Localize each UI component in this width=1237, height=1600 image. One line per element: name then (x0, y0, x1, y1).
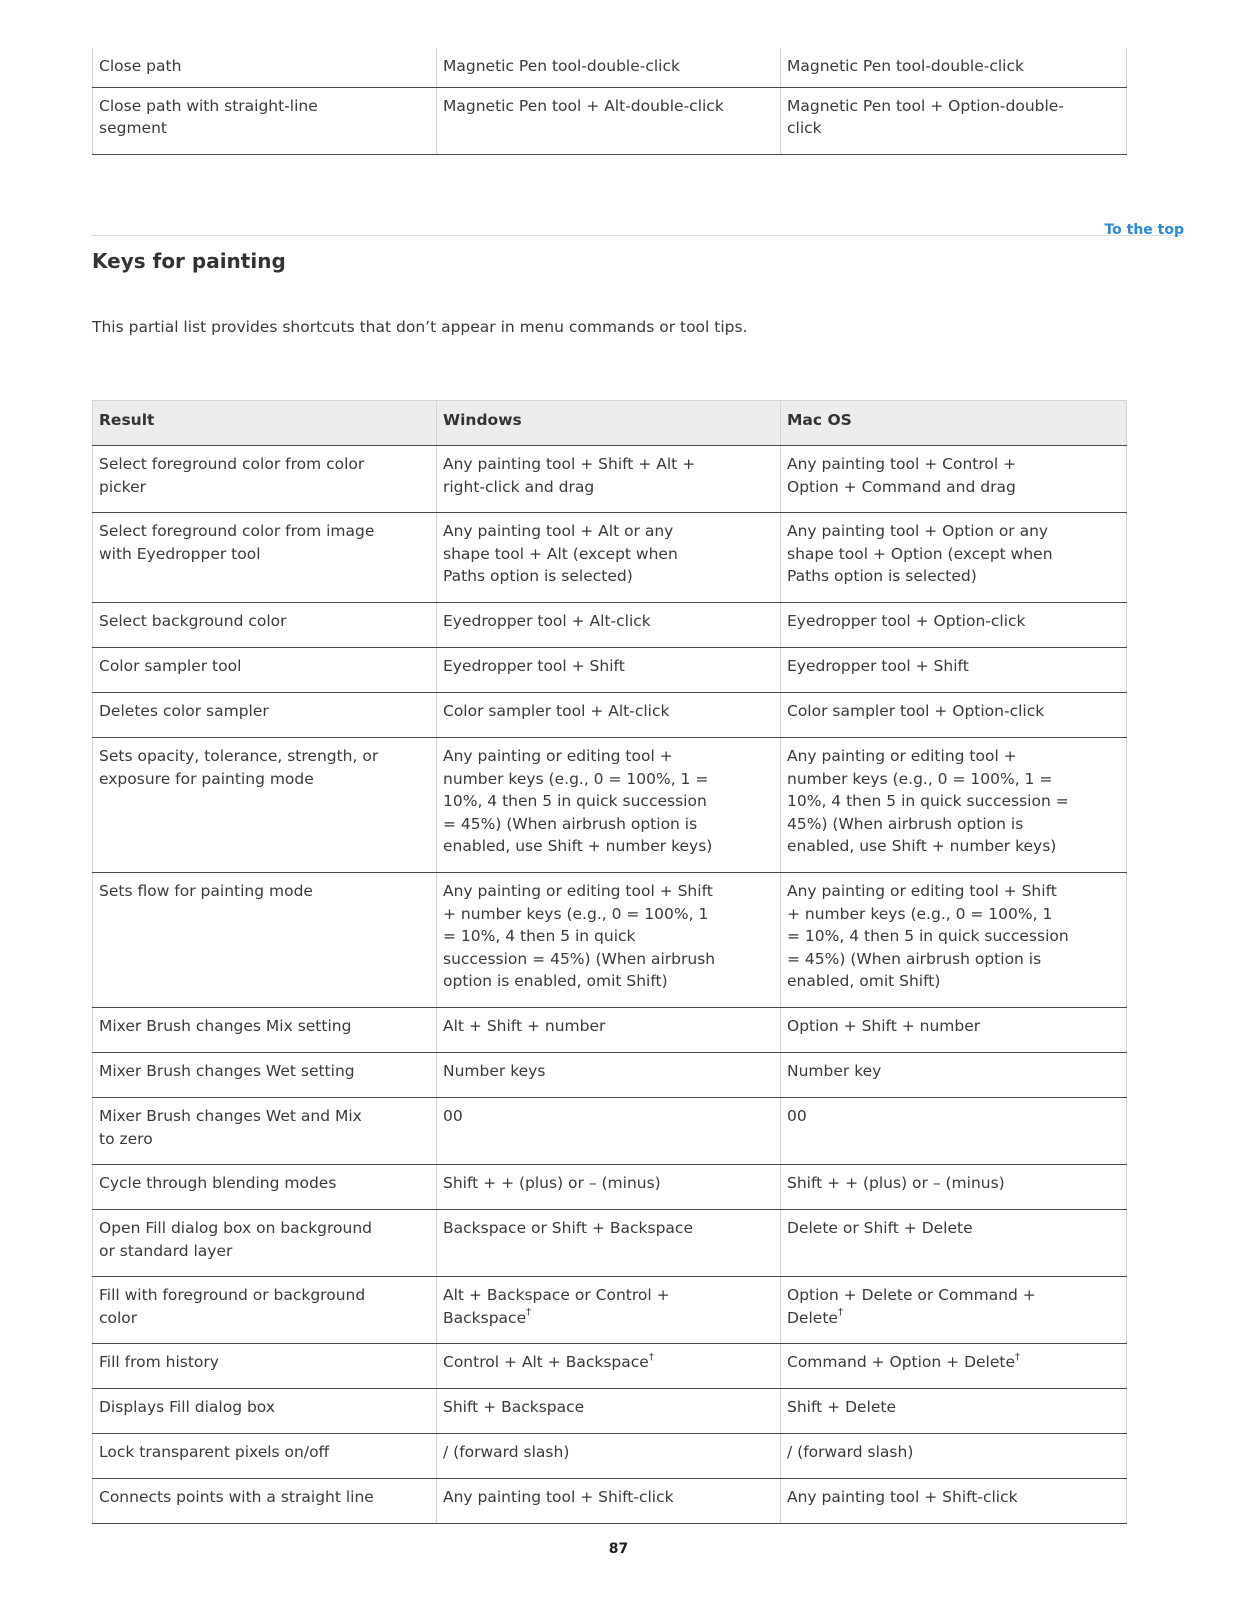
result-cell: Deletes color sampler (93, 693, 437, 738)
page-number: 87 (608, 1541, 629, 1557)
result-cell: Select foreground color from color picker (93, 446, 437, 513)
mac-cell: Any painting tool + Control + Option + Command and drag (781, 446, 1127, 513)
result-cell: Open Fill dialog box on background or standard layer (93, 1210, 437, 1277)
column-header-result: Result (93, 401, 437, 446)
table-row (93, 87, 1127, 154)
mac-shortcut-text: Command + Option + Delete (787, 1353, 1016, 1371)
table-row (93, 1389, 1127, 1434)
mac-cell (781, 1344, 1127, 1389)
table-row (93, 1053, 1127, 1098)
section-heading: Keys for painting (92, 249, 286, 273)
table-row (93, 1098, 1127, 1165)
to-the-top-link[interactable]: To the top (1104, 222, 1184, 238)
windows-shortcut-text: Alt + Backspace or Control + Backspace (443, 1286, 670, 1327)
mac-cell: Delete or Shift + Delete (781, 1210, 1127, 1277)
column-header-windows: Windows (437, 401, 781, 446)
mac-cell: Eyedropper tool + Shift (781, 648, 1127, 693)
windows-cell: Any painting tool + Shift + Alt + right-click and drag (437, 446, 781, 513)
windows-shortcut-text: Control + Alt + Backspace (443, 1353, 649, 1371)
windows-cell (437, 1344, 781, 1389)
dagger-footnote-mark: † (1015, 1351, 1021, 1363)
result-cell: Color sampler tool (93, 648, 437, 693)
windows-cell: Alt + Shift + number (437, 1008, 781, 1053)
mac-shortcut-text: Option + Delete or Command + Delete (787, 1286, 1036, 1327)
result-cell: Sets flow for painting mode (93, 873, 437, 1008)
dagger-footnote-mark: † (648, 1351, 654, 1363)
result-cell: Close path (93, 48, 437, 87)
mac-cell: Number key (781, 1053, 1127, 1098)
windows-cell: Eyedropper tool + Alt-click (437, 603, 781, 648)
table-row (93, 513, 1127, 603)
result-cell: Close path with straight-line segment (93, 87, 437, 154)
table-row (93, 1210, 1127, 1277)
table-row (93, 1165, 1127, 1210)
table-row (93, 648, 1127, 693)
windows-cell: / (forward slash) (437, 1434, 781, 1479)
dagger-footnote-mark: † (837, 1307, 843, 1319)
result-cell: Select background color (93, 603, 437, 648)
result-cell: Connects points with a straight line (93, 1479, 437, 1524)
table-row (93, 873, 1127, 1008)
windows-cell: Magnetic Pen tool-double-click (437, 48, 781, 87)
windows-cell: Shift + + (plus) or – (minus) (437, 1165, 781, 1210)
mac-cell: Magnetic Pen tool-double-click (781, 48, 1127, 87)
result-cell: Cycle through blending modes (93, 1165, 437, 1210)
windows-cell: Backspace or Shift + Backspace (437, 1210, 781, 1277)
windows-cell (437, 1277, 781, 1344)
mac-cell: Eyedropper tool + Option-click (781, 603, 1127, 648)
windows-cell: Any painting or editing tool + Shift + number keys (e.g., 0 = 100%, 1 = 10%, 4 then 5 in quick succession = 45%) (When airbrush option is enabled, omit Shift) (437, 873, 781, 1008)
table-row (93, 1479, 1127, 1524)
result-cell: Mixer Brush changes Wet setting (93, 1053, 437, 1098)
section-divider (92, 235, 1182, 236)
windows-cell: Any painting tool + Shift-click (437, 1479, 781, 1524)
section-intro: This partial list provides shortcuts that don’t appear in menu commands or tool tips. (92, 318, 748, 336)
mac-cell: Option + Shift + number (781, 1008, 1127, 1053)
result-cell: Fill from history (93, 1344, 437, 1389)
result-cell: Mixer Brush changes Wet and Mix to zero (93, 1098, 437, 1165)
result-cell: Displays Fill dialog box (93, 1389, 437, 1434)
table-row (93, 1008, 1127, 1053)
result-cell: Select foreground color from image with Eyedropper tool (93, 513, 437, 603)
windows-cell: Eyedropper tool + Shift (437, 648, 781, 693)
mac-cell: 00 (781, 1098, 1127, 1165)
table-row (93, 1344, 1127, 1389)
mac-cell: Any painting or editing tool + Shift + number keys (e.g., 0 = 100%, 1 = 10%, 4 then 5 in quick succession = 45%) (When airbrush option is enabled, omit Shift) (781, 873, 1127, 1008)
table-row (93, 693, 1127, 738)
result-cell: Mixer Brush changes Mix setting (93, 1008, 437, 1053)
windows-cell: Color sampler tool + Alt-click (437, 693, 781, 738)
windows-cell: Magnetic Pen tool + Alt-double-click (437, 87, 781, 154)
windows-cell: Any painting tool + Alt or any shape tool + Alt (except when Paths option is selected) (437, 513, 781, 603)
mac-cell: Magnetic Pen tool + Option-double-click (781, 87, 1127, 154)
result-cell: Sets opacity, tolerance, strength, or exposure for painting mode (93, 738, 437, 873)
mac-cell (781, 1277, 1127, 1344)
result-cell: Fill with foreground or background color (93, 1277, 437, 1344)
mac-cell: / (forward slash) (781, 1434, 1127, 1479)
dagger-footnote-mark: † (526, 1307, 532, 1319)
table-row (93, 446, 1127, 513)
table-row (93, 738, 1127, 873)
painting-shortcuts-table (92, 400, 1127, 1524)
shortcut-table-continued (92, 48, 1127, 155)
table-row (93, 1434, 1127, 1479)
table-header-row (93, 401, 1127, 446)
result-cell: Lock transparent pixels on/off (93, 1434, 437, 1479)
windows-cell: Shift + Backspace (437, 1389, 781, 1434)
table-row (93, 603, 1127, 648)
windows-cell: Any painting or editing tool + number keys (e.g., 0 = 100%, 1 = 10%, 4 then 5 in quick succession = 45%) (When airbrush option is enabled, use Shift + number keys) (437, 738, 781, 873)
windows-cell: 00 (437, 1098, 781, 1165)
mac-cell: Any painting tool + Shift-click (781, 1479, 1127, 1524)
mac-cell: Shift + + (plus) or – (minus) (781, 1165, 1127, 1210)
windows-cell: Number keys (437, 1053, 781, 1098)
mac-cell: Any painting or editing tool + number keys (e.g., 0 = 100%, 1 = 10%, 4 then 5 in quick succession = 45%) (When airbrush option is enabled, use Shift + number keys) (781, 738, 1127, 873)
mac-cell: Color sampler tool + Option-click (781, 693, 1127, 738)
mac-cell: Any painting tool + Option or any shape tool + Option (except when Paths option is selected) (781, 513, 1127, 603)
table-row (93, 1277, 1127, 1344)
table-row (93, 48, 1127, 87)
column-header-mac: Mac OS (781, 401, 1127, 446)
mac-cell: Shift + Delete (781, 1389, 1127, 1434)
